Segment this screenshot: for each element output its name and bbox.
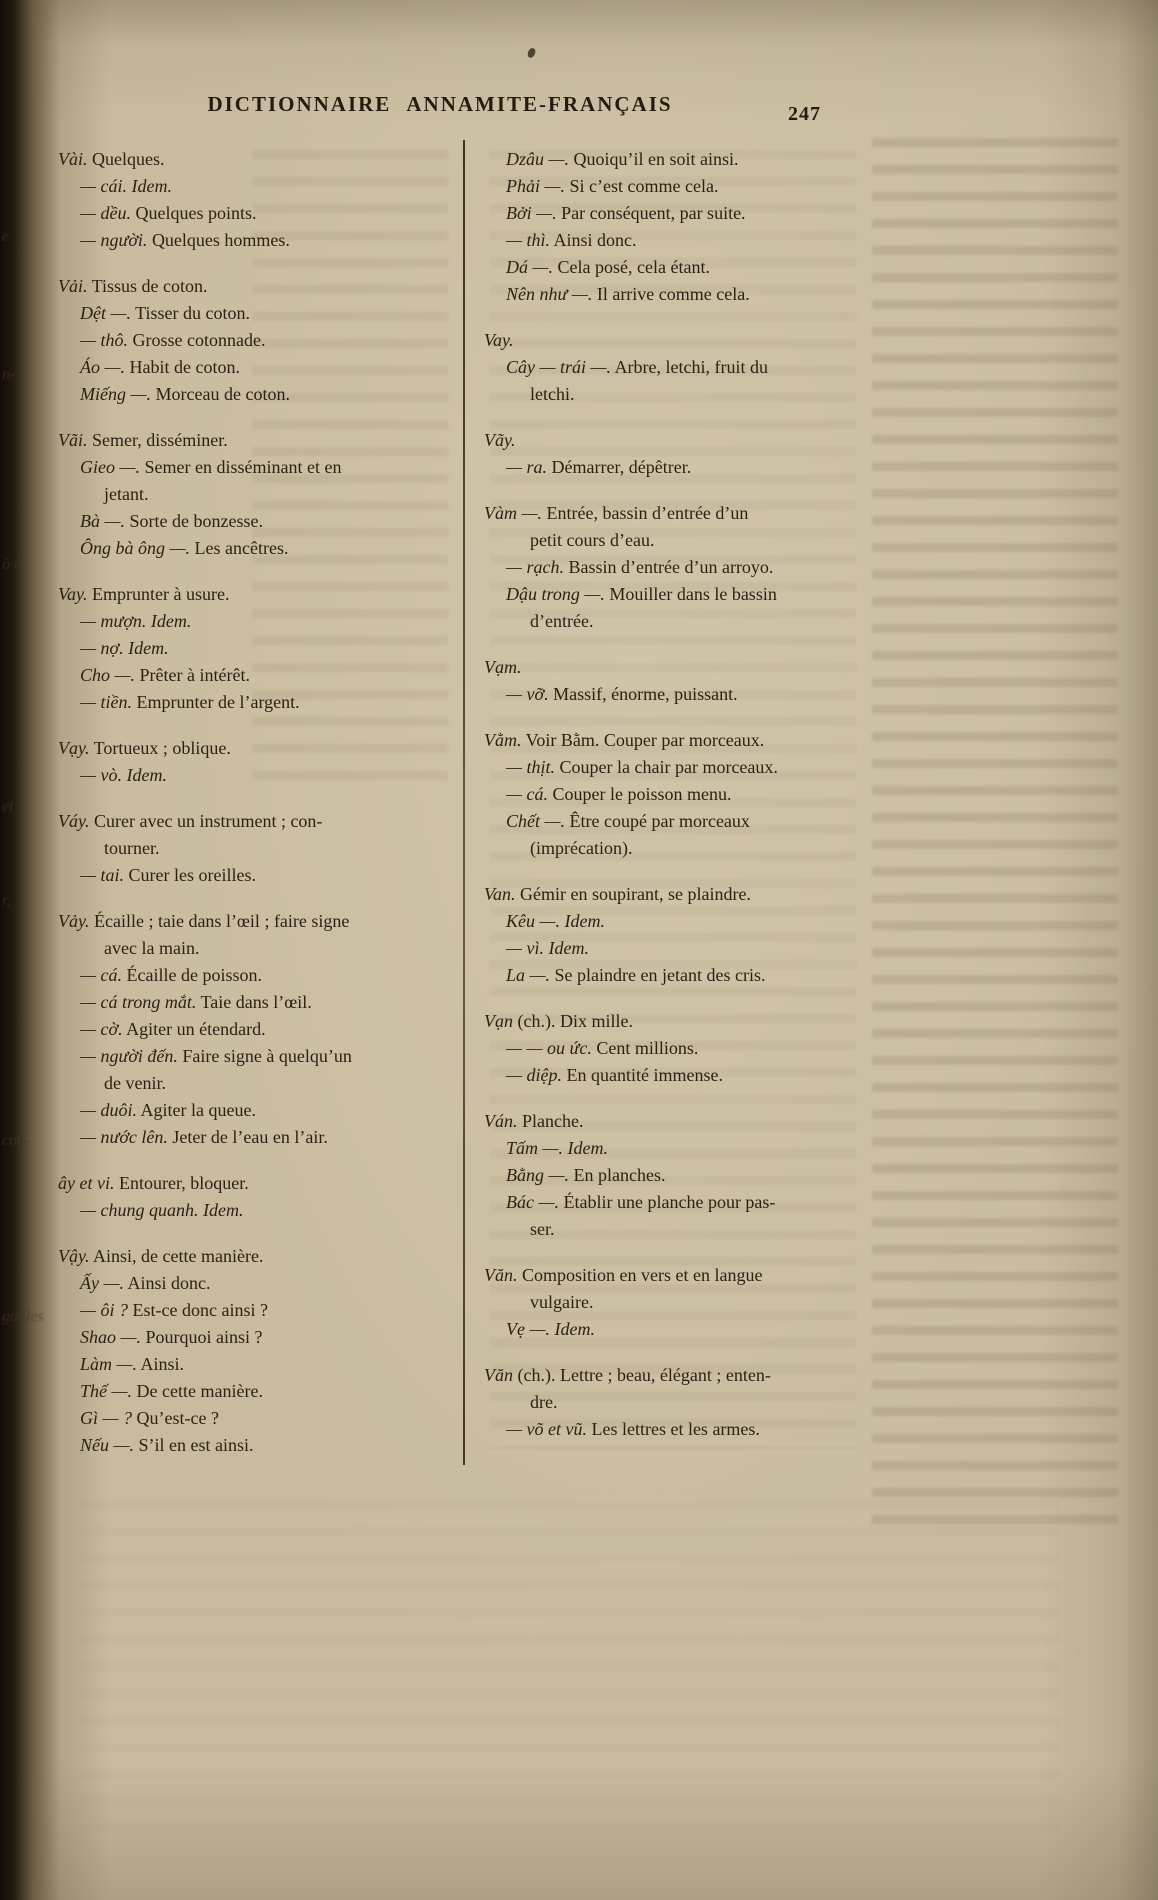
- annamite-term: Nếu —.: [80, 1435, 134, 1455]
- french-definition: (ch.). Dix mille.: [513, 1011, 633, 1031]
- entry-line: [58, 200, 456, 227]
- bleedthrough-fragment: ồ à: [2, 556, 22, 573]
- french-definition: Faire signe à quelqu’un: [177, 1046, 352, 1066]
- french-definition: Voir Bằm. Couper par morceaux.: [521, 730, 765, 750]
- bleedthrough-texture: [872, 138, 1118, 1528]
- annamite-term: Tấm —. Idem.: [506, 1138, 608, 1158]
- entry-line: [58, 835, 456, 862]
- entry-line: [484, 1316, 894, 1343]
- french-definition: Taie dans l’œil.: [196, 992, 312, 1012]
- annamite-term: Cho —.: [80, 665, 136, 685]
- french-definition: Agiter la queue.: [137, 1100, 256, 1120]
- french-definition: jetant.: [104, 484, 149, 504]
- annamite-term: — chung quanh. Idem.: [80, 1200, 244, 1220]
- entry-line: [484, 727, 894, 754]
- column-divider: [463, 140, 465, 1465]
- entry-line: [58, 1324, 456, 1351]
- annamite-term: — thịt.: [506, 757, 556, 777]
- french-definition: Massif, énorme, puissant.: [548, 684, 738, 704]
- annamite-term: Ấy —.: [80, 1273, 124, 1293]
- entry-line: [58, 962, 456, 989]
- entry-line: [484, 173, 894, 200]
- entry-line: [484, 962, 894, 989]
- french-definition: Ainsi donc.: [124, 1273, 211, 1293]
- bleedthrough-fragment: e: [2, 228, 10, 245]
- french-definition: Par conséquent, par suite.: [556, 203, 746, 223]
- annamite-term: — thì.: [506, 230, 551, 250]
- entry-line: [58, 1043, 456, 1070]
- annamite-term: Chết —.: [506, 811, 566, 831]
- french-definition: Ainsi donc.: [550, 230, 637, 250]
- entry-line: [484, 935, 894, 962]
- entry-line: [484, 146, 894, 173]
- french-definition: Les lettres et les armes.: [586, 1419, 760, 1439]
- annamite-term: Vẹ —. Idem.: [506, 1319, 595, 1339]
- entry-line: [58, 608, 456, 635]
- french-definition: d’entrée.: [530, 611, 594, 631]
- french-definition: (imprécation).: [530, 838, 633, 858]
- entry-line: [484, 1062, 894, 1089]
- annamite-term: Vàm —.: [484, 503, 542, 523]
- annamite-term: Áo —.: [80, 357, 125, 377]
- entry-line: [484, 1389, 894, 1416]
- entry-line: [58, 635, 456, 662]
- annamite-term: — — ou ức.: [506, 1038, 592, 1058]
- french-definition: tourner.: [104, 838, 160, 858]
- french-definition: Emprunter à usure.: [87, 584, 230, 604]
- annamite-term: — vì. Idem.: [506, 938, 589, 958]
- french-definition: Entrée, bassin d’entrée d’un: [542, 503, 749, 523]
- french-definition: De cette manière.: [132, 1381, 263, 1401]
- annamite-term: Phải —.: [506, 176, 566, 196]
- french-definition: Tortueux ; oblique.: [89, 738, 231, 758]
- entry-line: [58, 908, 456, 935]
- annamite-term: — người đến.: [80, 1046, 178, 1066]
- entry-line: [484, 327, 894, 354]
- annamite-term: Bằng —.: [506, 1165, 569, 1185]
- annamite-term: Dậu trong —.: [506, 584, 605, 604]
- bleedthrough-fragment: gaules: [2, 1308, 44, 1325]
- annamite-term: Dzâu —.: [506, 149, 570, 169]
- french-definition: Bassin d’entrée d’un arroyo.: [564, 557, 774, 577]
- french-definition: Couper le poisson menu.: [548, 784, 732, 804]
- entry-line: [58, 1351, 456, 1378]
- french-definition: Morceau de coton.: [151, 384, 290, 404]
- entry-line: [58, 735, 456, 762]
- entry-line: [58, 1432, 456, 1459]
- annamite-term: Vảy.: [58, 911, 90, 931]
- dictionary-entry: [484, 1362, 894, 1443]
- french-definition: Semer en disséminant et en: [140, 457, 342, 477]
- annamite-term: Kêu —. Idem.: [506, 911, 605, 931]
- annamite-term: Shao —.: [80, 1327, 142, 1347]
- entry-line: [58, 689, 456, 716]
- annamite-term: Nên như —.: [506, 284, 593, 304]
- dictionary-entry: [484, 1108, 894, 1243]
- ink-speck: [527, 47, 537, 59]
- entry-line: [484, 608, 894, 635]
- entry-line: [484, 554, 894, 581]
- entry-line: [58, 662, 456, 689]
- french-definition: Grosse cotonnade.: [128, 330, 266, 350]
- annamite-term: ây et vi.: [58, 1173, 115, 1193]
- entry-line: [58, 327, 456, 354]
- annamite-term: Dệt —.: [80, 303, 131, 323]
- entry-line: [484, 1162, 894, 1189]
- bleedthrough-fragment: et: [2, 798, 14, 815]
- annamite-term: — cá.: [506, 784, 548, 804]
- entry-line: [58, 862, 456, 889]
- french-definition: de venir.: [104, 1073, 166, 1093]
- french-definition: En planches.: [569, 1165, 666, 1185]
- entry-line: [58, 1243, 456, 1270]
- french-definition: Démarrer, dépêtrer.: [547, 457, 692, 477]
- annamite-term: — tai.: [80, 865, 125, 885]
- annamite-term: Vài.: [58, 149, 88, 169]
- dictionary-entry: [58, 808, 456, 889]
- entry-line: [484, 1216, 894, 1243]
- annamite-term: — cái. Idem.: [80, 176, 172, 196]
- dictionary-column-left: [58, 146, 456, 1478]
- entry-line: [58, 1070, 456, 1097]
- page-number: 247: [788, 103, 821, 125]
- entry-line: [58, 300, 456, 327]
- french-definition: Composition en vers et en langue: [517, 1265, 763, 1285]
- entry-line: [484, 227, 894, 254]
- entry-line: [58, 146, 456, 173]
- dictionary-entry: [58, 273, 456, 408]
- entry-line: [58, 508, 456, 535]
- french-definition: Jeter de l’eau en l’air.: [167, 1127, 328, 1147]
- annamite-term: — thô.: [80, 330, 129, 350]
- entry-line: [58, 808, 456, 835]
- annamite-term: Bởi —.: [506, 203, 557, 223]
- dictionary-entry: [58, 1243, 456, 1459]
- bleedthrough-texture: [80, 1500, 1060, 1830]
- dictionary-entry: [484, 427, 894, 481]
- french-definition: Est-ce donc ainsi ?: [128, 1300, 268, 1320]
- french-definition: Entourer, bloquer.: [114, 1173, 249, 1193]
- entry-line: [58, 581, 456, 608]
- entry-line: [484, 200, 894, 227]
- annamite-term: Vay.: [58, 584, 88, 604]
- entry-line: [58, 454, 456, 481]
- french-definition: Qu’est-ce ?: [132, 1408, 219, 1428]
- dictionary-entry: [484, 654, 894, 708]
- entry-line: [484, 781, 894, 808]
- french-definition: S’il en est ainsi.: [134, 1435, 254, 1455]
- french-definition: Être coupé par morceaux: [565, 811, 750, 831]
- entry-line: [484, 1035, 894, 1062]
- annamite-term: — rạch.: [506, 557, 564, 577]
- french-definition: Curer les oreilles.: [124, 865, 256, 885]
- french-definition: Se plaindre en jetant des cris.: [550, 965, 766, 985]
- annamite-term: Vãi.: [58, 430, 88, 450]
- french-definition: Planche.: [517, 1111, 584, 1131]
- annamite-term: Vải.: [58, 276, 88, 296]
- entry-line: [484, 254, 894, 281]
- entry-line: [484, 581, 894, 608]
- dictionary-entry: [484, 146, 894, 308]
- annamite-term: Ông bà ông —.: [80, 538, 191, 558]
- entry-line: [58, 1097, 456, 1124]
- page-header-title: DICTIONNAIRE ANNAMITE-FRANÇAIS: [207, 92, 673, 116]
- annamite-term: Cây — trái —.: [506, 357, 612, 377]
- entry-line: [484, 1135, 894, 1162]
- entry-line: [484, 427, 894, 454]
- entry-line: [58, 1170, 456, 1197]
- french-definition: Il arrive comme cela.: [592, 284, 750, 304]
- dictionary-entry: [58, 908, 456, 1151]
- entry-line: [58, 1124, 456, 1151]
- bleedthrough-fragment: con-: [2, 1132, 31, 1149]
- french-definition: Mouiller dans le bassin: [604, 584, 777, 604]
- entry-line: [58, 1197, 456, 1224]
- french-definition: Agiter un étendard.: [122, 1019, 266, 1039]
- french-definition: Si c’est comme cela.: [565, 176, 719, 196]
- french-definition: Curer avec un instrument ; con-: [89, 811, 323, 831]
- entry-line: [58, 1405, 456, 1432]
- french-definition: Tissus de coton.: [87, 276, 208, 296]
- annamite-term: Váy.: [58, 811, 90, 831]
- bleedthrough-fragment: n-: [2, 366, 16, 383]
- entry-line: [484, 835, 894, 862]
- annamite-term: Vay.: [484, 330, 514, 350]
- entry-line: [58, 481, 456, 508]
- french-definition: Quelques hommes.: [147, 230, 290, 250]
- french-definition: (ch.). Lettre ; beau, élégant ; enten-: [513, 1365, 771, 1385]
- annamite-term: — nước lên.: [80, 1127, 168, 1147]
- bleedthrough-fragment: r,: [2, 892, 11, 909]
- entry-line: [58, 173, 456, 200]
- entry-line: [484, 281, 894, 308]
- annamite-term: — tiền.: [80, 692, 132, 712]
- french-definition: dre.: [530, 1392, 558, 1412]
- entry-line: [484, 527, 894, 554]
- french-definition: Cent millions.: [591, 1038, 699, 1058]
- annamite-term: — nợ. Idem.: [80, 638, 169, 658]
- entry-line: [58, 1297, 456, 1324]
- entry-line: [484, 1362, 894, 1389]
- annamite-term: — cá trong mắt.: [80, 992, 197, 1012]
- entry-line: [484, 1289, 894, 1316]
- annamite-term: — diệp.: [506, 1065, 562, 1085]
- french-definition: Arbre, letchi, fruit du: [611, 357, 768, 377]
- french-definition: En quantité immense.: [562, 1065, 723, 1085]
- french-definition: letchi.: [530, 384, 575, 404]
- annamite-term: Gì — ?: [80, 1408, 133, 1428]
- annamite-term: — dều.: [80, 203, 131, 223]
- dictionary-entry: [484, 1008, 894, 1089]
- dictionary-entry: [58, 146, 456, 254]
- entry-line: [484, 654, 894, 681]
- entry-line: [58, 227, 456, 254]
- french-definition: Ainsi, de cette manière.: [89, 1246, 264, 1266]
- annamite-term: Vậy.: [58, 1246, 90, 1266]
- annamite-term: Gieo —.: [80, 457, 140, 477]
- french-definition: Établir une planche pour pas-: [559, 1192, 776, 1212]
- french-definition: Couper la chair par morceaux.: [555, 757, 778, 777]
- french-definition: petit cours d’eau.: [530, 530, 655, 550]
- entry-line: [484, 1108, 894, 1135]
- dictionary-entry: [484, 327, 894, 408]
- annamite-term: Vãy.: [484, 430, 516, 450]
- french-definition: Gémir en soupirant, se plaindre.: [515, 884, 751, 904]
- french-definition: Cela posé, cela étant.: [553, 257, 710, 277]
- annamite-term: Vạy.: [58, 738, 90, 758]
- entry-line: [484, 354, 894, 381]
- french-definition: Pourquoi ainsi ?: [141, 1327, 263, 1347]
- annamite-term: — duôi.: [80, 1100, 138, 1120]
- annamite-term: Miếng —.: [80, 384, 151, 404]
- entry-line: [484, 1416, 894, 1443]
- annamite-term: Vạm.: [484, 657, 522, 677]
- annamite-term: — ôi ?: [80, 1300, 129, 1320]
- entry-line: [484, 681, 894, 708]
- entry-line: [484, 881, 894, 908]
- french-definition: avec la main.: [104, 938, 200, 958]
- entry-line: [58, 989, 456, 1016]
- dictionary-entry: [484, 727, 894, 862]
- french-definition: Sorte de bonzesse.: [125, 511, 263, 531]
- dictionary-column-right: [484, 146, 894, 1462]
- annamite-term: La —.: [506, 965, 551, 985]
- annamite-term: Ván.: [484, 1111, 518, 1131]
- entry-line: [58, 381, 456, 408]
- entry-line: [58, 935, 456, 962]
- entry-line: [58, 1270, 456, 1297]
- annamite-term: Van.: [484, 884, 516, 904]
- dictionary-entry: [58, 1170, 456, 1224]
- french-definition: Ainsi.: [137, 1354, 185, 1374]
- dictionary-entry: [58, 581, 456, 716]
- annamite-term: Thế —.: [80, 1381, 133, 1401]
- entry-line: [58, 273, 456, 300]
- french-definition: Les ancêtres.: [190, 538, 289, 558]
- annamite-term: — cờ.: [80, 1019, 123, 1039]
- french-definition: Emprunter de l’argent.: [132, 692, 300, 712]
- entry-line: [58, 354, 456, 381]
- entry-line: [58, 1016, 456, 1043]
- entry-line: [58, 427, 456, 454]
- entry-line: [484, 381, 894, 408]
- dictionary-entry: [484, 881, 894, 989]
- annamite-term: Làm —.: [80, 1354, 138, 1374]
- dictionary-entry: [58, 735, 456, 789]
- annamite-term: — võ et vũ.: [506, 1419, 587, 1439]
- entry-line: [58, 1378, 456, 1405]
- annamite-term: — vò. Idem.: [80, 765, 167, 785]
- french-definition: Quelques points.: [131, 203, 257, 223]
- entry-line: [484, 908, 894, 935]
- french-definition: Tisser du coton.: [131, 303, 251, 323]
- annamite-term: — cá.: [80, 965, 122, 985]
- french-definition: Prêter à intérêt.: [135, 665, 250, 685]
- annamite-term: — mượn. Idem.: [80, 611, 192, 631]
- entry-line: [484, 500, 894, 527]
- annamite-term: — người.: [80, 230, 148, 250]
- dictionary-entry: [484, 1262, 894, 1343]
- french-definition: Écaille ; taie dans l’œil ; faire signe: [89, 911, 350, 931]
- annamite-term: Bác —.: [506, 1192, 559, 1212]
- french-definition: vulgaire.: [530, 1292, 594, 1312]
- annamite-term: — vỡ.: [506, 684, 549, 704]
- annamite-term: Bà —.: [80, 511, 125, 531]
- annamite-term: Văn: [484, 1365, 513, 1385]
- french-definition: Écaille de poisson.: [122, 965, 262, 985]
- french-definition: Semer, disséminer.: [87, 430, 228, 450]
- entry-line: [484, 1008, 894, 1035]
- dictionary-entry: [484, 500, 894, 635]
- french-definition: Quelques.: [87, 149, 165, 169]
- entry-line: [484, 1189, 894, 1216]
- entry-line: [58, 762, 456, 789]
- french-definition: Habit de coton.: [125, 357, 240, 377]
- annamite-term: Vằm.: [484, 730, 522, 750]
- entry-line: [58, 535, 456, 562]
- annamite-term: — ra.: [506, 457, 548, 477]
- dictionary-entry: [58, 427, 456, 562]
- french-definition: Quoiqu’il en soit ainsi.: [569, 149, 739, 169]
- french-definition: ser.: [530, 1219, 555, 1239]
- annamite-term: Dá —.: [506, 257, 554, 277]
- annamite-term: Vạn: [484, 1011, 513, 1031]
- entry-line: [484, 754, 894, 781]
- entry-line: [484, 454, 894, 481]
- entry-line: [484, 808, 894, 835]
- entry-line: [484, 1262, 894, 1289]
- annamite-term: Văn.: [484, 1265, 518, 1285]
